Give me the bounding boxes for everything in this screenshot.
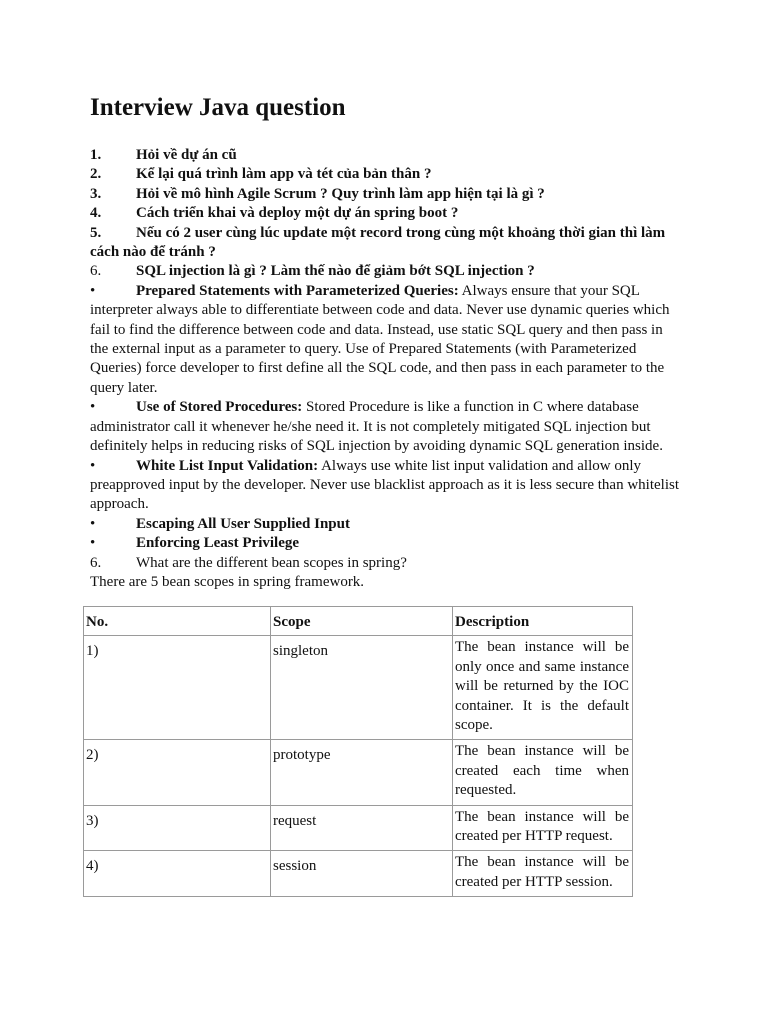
question-list [90, 146, 680, 282]
bullet-marker: • [90, 515, 96, 532]
table-row [84, 740, 633, 805]
bullet-list [90, 282, 680, 554]
bullet-label: Prepared Statements with Parameterized Queries: [136, 282, 459, 299]
bullet-text: Stored Procedure is like a function in C where database administrator call it whenever he/she need it. It is not completely mitigated SQL injection but definitely helps in reducing risks of SQL injection by avoiding dynamic SQL generation inside. [90, 399, 663, 455]
bullet-label: Enforcing Least Privilege [136, 535, 300, 552]
header-no: No. [84, 607, 271, 636]
question-number: 4. [90, 205, 102, 222]
bullet-item [90, 515, 680, 534]
question-text: Kể lại quá trình làm app và tét của bản thân ? [136, 166, 432, 183]
bullet-marker: • [90, 399, 96, 416]
cell-no: 3) [84, 805, 271, 851]
question-text: Cách triển khai và deploy một dự án spring boot ? [136, 205, 459, 222]
question-number: 2. [90, 166, 102, 183]
cell-description: The bean instance will be created per HTTP session. [453, 851, 633, 897]
cell-no: 1) [84, 636, 271, 740]
question-number: 1. [90, 147, 102, 163]
question-number: 5. [90, 224, 102, 241]
bullet-marker: • [90, 282, 96, 299]
bullet-label: Escaping All User Supplied Input [136, 515, 350, 532]
table-row [84, 636, 633, 740]
cell-scope: singleton [271, 636, 453, 740]
question-item [90, 165, 680, 184]
question-number: 6. [90, 263, 102, 280]
cell-description: The bean instance will be created each time when requested. [453, 740, 633, 805]
cell-scope: request [271, 805, 453, 851]
bullet-item [90, 398, 680, 456]
question-number: 3. [90, 185, 102, 202]
cell-no: 4) [84, 851, 271, 897]
bullet-marker: • [90, 457, 96, 474]
cell-scope: prototype [271, 740, 453, 805]
question-item [90, 185, 680, 204]
bean-intro: There are 5 bean scopes in spring framework. [90, 573, 365, 590]
bean-scope-table [83, 606, 633, 897]
table-row [84, 805, 633, 851]
bullet-item [90, 457, 680, 515]
question-item [90, 146, 680, 165]
bullet-label: White List Input Validation: [136, 457, 319, 474]
question-text: Nếu có 2 user cùng lúc update một record trong cùng một khoảng thời gian thì làm cách nào để tránh ? [90, 224, 666, 261]
bullet-text: Always use white list input validation and allow only preapproved input by the developer. Never use blacklist approach as it is less secure than whitelist approach. [90, 457, 679, 513]
question-item [90, 262, 680, 281]
question-text: Hỏi về mô hình Agile Scrum ? Quy trình làm app hiện tại là gì ? [136, 185, 545, 202]
bullet-label: Use of Stored Procedures: [136, 399, 303, 416]
question-number: 6. [90, 554, 102, 571]
header-scope: Scope [271, 607, 453, 636]
question-text: SQL injection là gì ? Làm thế nào để giảm bớt SQL injection ? [136, 263, 535, 280]
page-title: Interview Java question [90, 94, 346, 121]
bullet-text: Always ensure that your SQL interpreter always able to differentiate between code and data. Never use dynamic queries which fail to find the difference between code and data. Instead, use static SQL query and then pass in the external input as a parameter to query. Use of Prepared Statements (with Parameterized Queries) force developer to first define all the SQL code, and then pass in each parameter to the query later. [90, 282, 670, 396]
question-item [90, 224, 680, 263]
cell-scope: session [271, 851, 453, 897]
cell-description: The bean instance will be created per HTTP request. [453, 805, 633, 851]
bean-question [90, 554, 680, 573]
bullet-marker: • [90, 535, 96, 552]
question-text: What are the different bean scopes in spring? [136, 554, 407, 571]
table-row [84, 851, 633, 897]
cell-description: The bean instance will be only once and same instance will be returned by the IOC container. It is the default scope. [453, 636, 633, 740]
question-text: Hỏi về dự án cũ [136, 147, 237, 163]
header-description: Description [453, 607, 633, 636]
question-item [90, 204, 680, 223]
document-page [90, 93, 680, 592]
cell-no: 2) [84, 740, 271, 805]
bullet-item [90, 534, 680, 553]
table-header-row [84, 607, 633, 636]
bullet-item [90, 282, 680, 398]
